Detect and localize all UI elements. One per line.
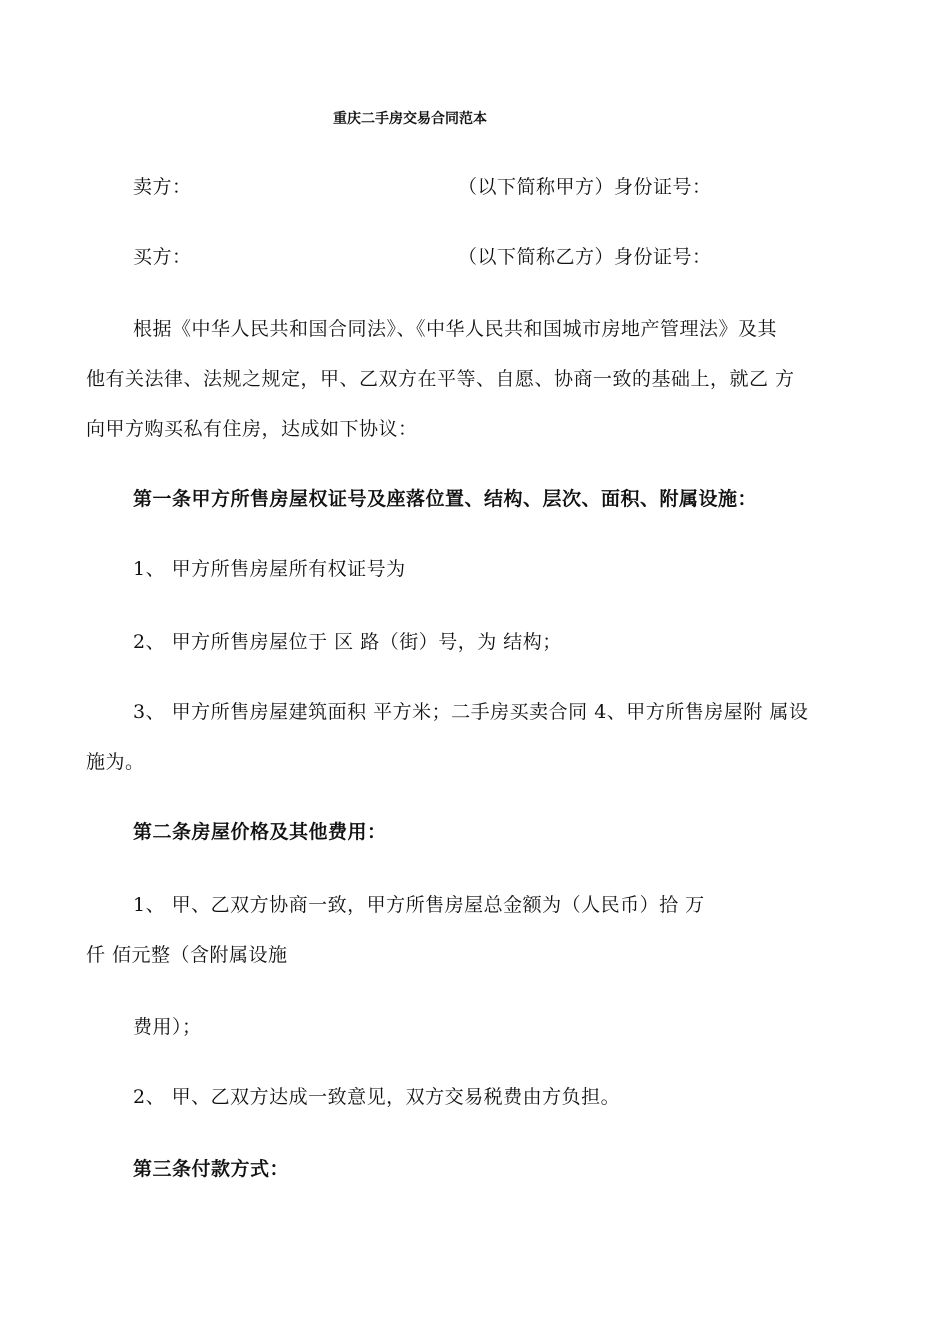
preamble-line-1: 根据《中华人民共和国合同法》、《中华人民共和国城市房地产管理法》及其 [133,318,778,340]
article-2-heading: 第二条房屋价格及其他费用： [133,821,387,843]
seller-label: 卖方： [133,176,192,198]
article-1-item-3-line-2: 施为。 [86,751,145,773]
article-2-item-1-line-1: 1、 甲、乙双方协商一致，甲方所售房屋总金额为（人民币）拾 万 [133,894,705,916]
buyer-label: 买方： [133,246,192,268]
seller-note: （以下简称甲方）身份证号： [458,176,712,198]
article-1-item-2: 2、 甲方所售房屋位于 区 路（街）号，为 结构； [133,631,562,653]
article-1-item-1: 1、 甲方所售房屋所有权证号为 [133,558,406,580]
preamble-line-2: 他有关法律、法规之规定，甲、乙双方在平等、自愿、协商一致的基础上，就乙 方 [86,368,795,390]
article-1-heading: 第一条甲方所售房屋权证号及座落位置、结构、层次、面积、附属设施： [133,488,758,510]
buyer-note: （以下简称乙方）身份证号： [458,246,712,268]
article-2-item-2: 2、 甲、乙双方达成一致意见，双方交易税费由方负担。 [133,1086,621,1108]
document-title: 重庆二手房交易合同范本 [333,111,487,127]
article-2-item-1-line-3: 费用）； [133,1016,202,1038]
article-3-heading: 第三条付款方式： [133,1158,290,1180]
preamble-line-3: 向甲方购买私有住房，达成如下协议： [86,418,418,440]
article-1-item-3-line-1: 3、 甲方所售房屋建筑面积 平方米；二手房买卖合同 4、甲方所售房屋附 属设 [133,701,809,723]
article-2-item-1-line-2: 仟 佰元整（含附属设施 [86,944,288,966]
